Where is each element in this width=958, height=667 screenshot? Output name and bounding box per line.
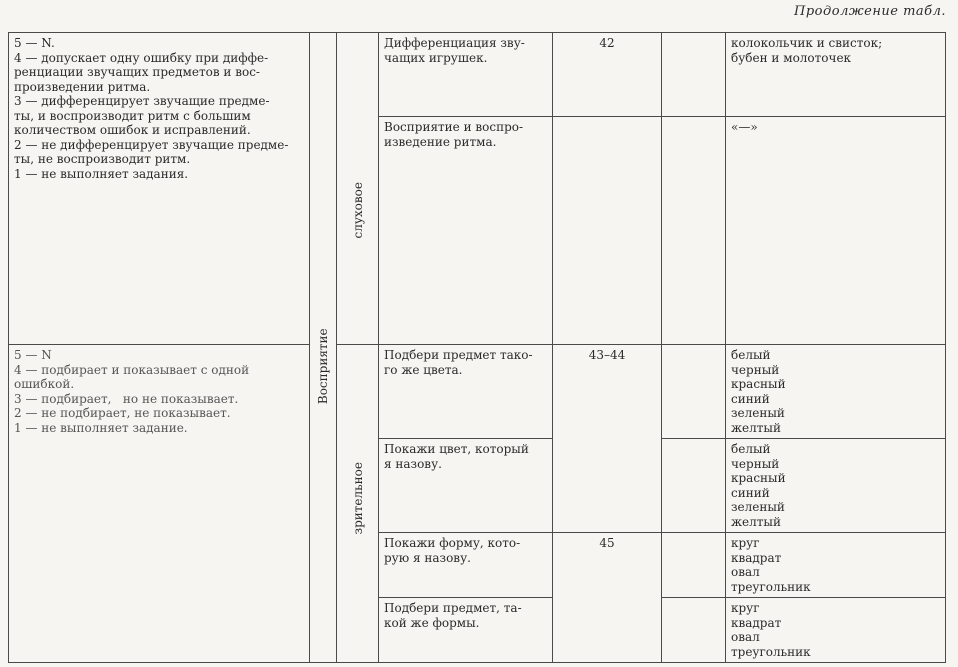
empty-cell (662, 345, 726, 439)
empty-cell (662, 533, 726, 598)
group-label-auditory: слуховое (350, 182, 365, 239)
task-cell: Восприятие и воспро- изведение ритма. (379, 117, 553, 345)
section-label: Восприятие (315, 328, 330, 405)
materials-cell: «—» (726, 117, 946, 345)
table-row (9, 33, 946, 117)
materials-cell: колокольчик и свисток; бубен и молоточек (726, 33, 946, 117)
assessment-table (8, 32, 946, 663)
number-cell: 45 (553, 533, 662, 663)
task-cell: Подбери предмет тако- го же цвета. (379, 345, 553, 439)
empty-cell (662, 439, 726, 533)
materials-cell: белый черный красный синий зеленый желтый (726, 439, 946, 533)
criteria-cell-visual: 5 — N 4 — подбирает и показывает с одной ошибкой. 3 — подбирает, но не показывает. 2 — не подбирает, не показывает. 1 — не выполняет задание. (9, 345, 310, 663)
group-cell-visual (337, 345, 379, 663)
task-cell: Покажи форму, кото- рую я назову. (379, 533, 553, 598)
number-cell: 42 (553, 33, 662, 117)
table-row (9, 345, 946, 439)
table-caption: Продолжение табл. (794, 4, 946, 19)
task-cell: Покажи цвет, который я назову. (379, 439, 553, 533)
task-cell: Подбери предмет, та- кой же формы. (379, 598, 553, 663)
number-cell (553, 117, 662, 345)
group-label-visual: зрительное (350, 462, 365, 535)
group-cell-auditory (337, 33, 379, 345)
materials-cell: круг квадрат овал треугольник (726, 598, 946, 663)
empty-cell (662, 33, 726, 117)
task-cell: Дифференциация зву- чащих игрушек. (379, 33, 553, 117)
materials-cell: круг квадрат овал треугольник (726, 533, 946, 598)
materials-cell: белый черный красный синий зеленый желтый (726, 345, 946, 439)
empty-cell (662, 117, 726, 345)
empty-cell (662, 598, 726, 663)
section-cell (310, 33, 337, 663)
criteria-cell-auditory: 5 — N. 4 — допускает одну ошибку при диффе- ренциации звучащих предметов и вос- произведении ритма. 3 — дифференцирует звучащие предме- ты, и воспроизводит ритм с большим количеством ошибок и исправлений. 2 — не дифференцирует звучащие предме- ты, не воспроизводит ритм. 1 — не выполняет задания. (9, 33, 310, 345)
number-cell: 43–44 (553, 345, 662, 533)
